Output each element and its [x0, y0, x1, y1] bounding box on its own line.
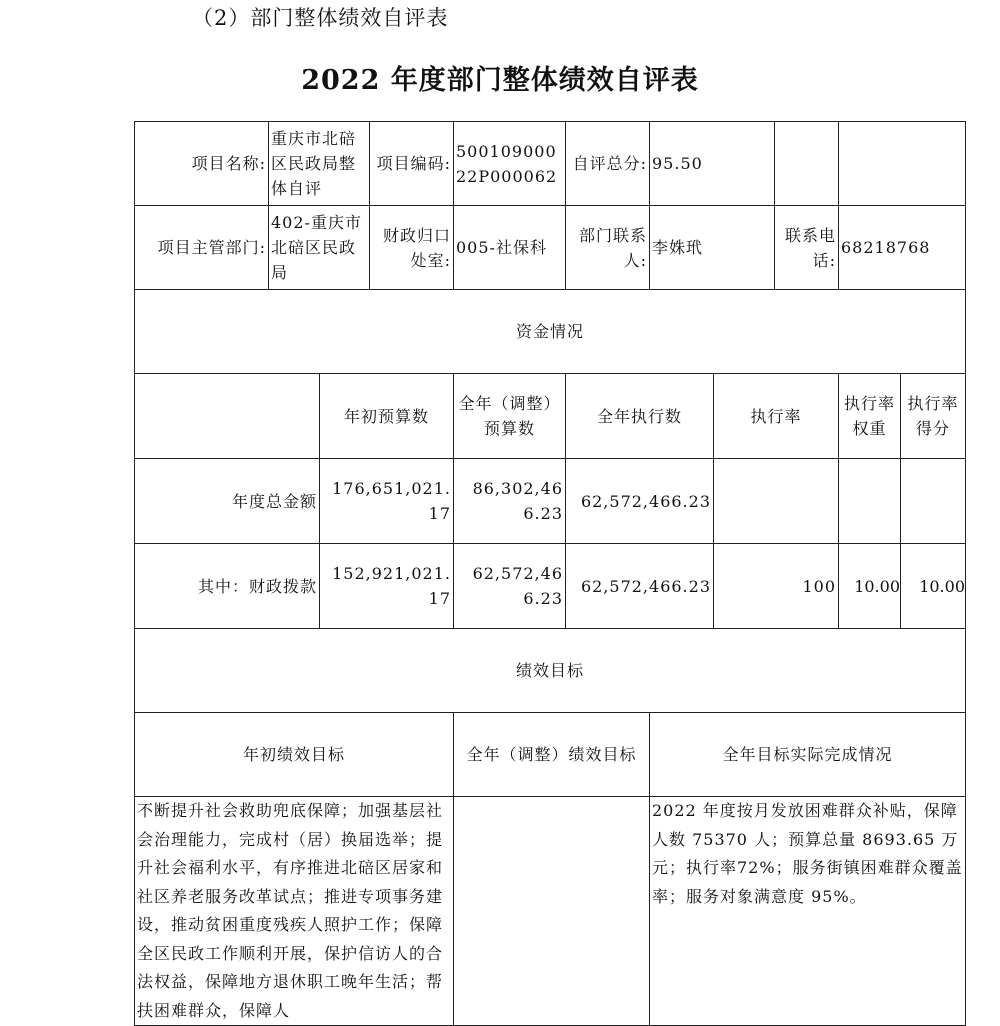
header-initial-goal: 年初绩效目标	[135, 713, 454, 797]
project-name-label: 项目名称:	[135, 122, 269, 206]
performance-section-title: 绩效目标	[135, 629, 966, 713]
executed-value: 62,572,466.23	[566, 459, 714, 544]
header-adjusted-goal: 全年（调整）绩效目标	[454, 713, 650, 797]
finance-office-value: 005-社保科	[454, 206, 566, 290]
score-label: 自评总分:	[566, 122, 650, 206]
page-title: 2022 年度部门整体绩效自评表	[301, 65, 699, 96]
exec-weight-value: 10.00	[839, 544, 901, 628]
adjusted-budget-value: 86,302,466.23	[454, 459, 566, 544]
empty-cell	[135, 374, 320, 459]
exec-score-value	[901, 459, 965, 543]
actual-text: 2022 年度按月发放困难群众补贴，保障人数 75370 人；预算总量 8693.65 万元；执行率72%；服务街镇困难群众覆盖率；服务对象满意度 95%。	[650, 797, 966, 1026]
executed-value: 62,572,466.23	[566, 544, 714, 629]
exec-rate-value	[714, 459, 839, 544]
exec-rate-value: 100	[714, 544, 839, 629]
exec-weight-score-cell	[839, 544, 966, 629]
adjusted-budget-value: 62,572,466.23	[454, 544, 566, 629]
dept-value: 402-重庆市北碚区民政局	[269, 206, 370, 290]
header-actual: 全年目标实际完成情况	[650, 713, 966, 797]
empty-cell	[839, 122, 966, 206]
phone-label: 联系电话:	[775, 206, 839, 290]
self-evaluation-table	[134, 121, 966, 1026]
contact-person-label: 部门联系人:	[566, 206, 650, 290]
adjusted-goal-text	[454, 797, 650, 1026]
section-heading: （2）部门整体绩效自评表	[192, 6, 449, 30]
row-label: 年度总金额	[135, 459, 320, 544]
funds-section-title: 资金情况	[135, 290, 966, 374]
exec-weight-score-cell	[839, 459, 966, 544]
exec-score-value: 10.00	[919, 576, 965, 596]
exec-weight-value	[839, 459, 901, 543]
initial-budget-value: 152,921,021.17	[320, 544, 454, 629]
dept-label: 项目主管部门:	[135, 206, 269, 290]
funds-row-total	[135, 459, 966, 544]
header-adjusted-budget: 全年（调整）预算数	[454, 374, 566, 459]
initial-goal-text: 不断提升社会救助兜底保障；加强基层社会治理能力，完成村（居）换届选举；提升社会福利水平，有序推进北碚区居家和社区养老服务改革试点；推进专项事务建设，推动贫困重度残疾人照护工作；保障全区民政工作顺利开展，保护信访人的合法权益，保障地方退休职工晚年生活；帮扶困难群众，保障人	[135, 797, 454, 1026]
project-name-value: 重庆市北碚区民政局整体自评	[269, 122, 370, 206]
header-executed: 全年执行数	[566, 374, 714, 459]
header-exec-score: 执行率得分	[907, 394, 959, 438]
header-exec-rate: 执行率	[714, 374, 839, 459]
contact-person-value: 李姝玳	[650, 206, 775, 290]
project-code-value: 50010900022P000062	[454, 122, 566, 206]
exec-weight-score-header	[839, 374, 966, 459]
initial-budget-value: 176,651,021.17	[320, 459, 454, 544]
header-exec-weight: 执行率权重	[839, 374, 901, 458]
header-initial-budget: 年初预算数	[320, 374, 454, 459]
row-label: 其中：财政拨款	[135, 544, 320, 629]
project-code-label: 项目编码:	[370, 122, 454, 206]
phone-value: 68218768	[839, 206, 966, 290]
empty-cell	[775, 122, 839, 206]
funds-row-fiscal	[135, 544, 966, 629]
score-value: 95.50	[650, 122, 775, 206]
finance-office-label: 财政归口处室:	[370, 206, 454, 290]
